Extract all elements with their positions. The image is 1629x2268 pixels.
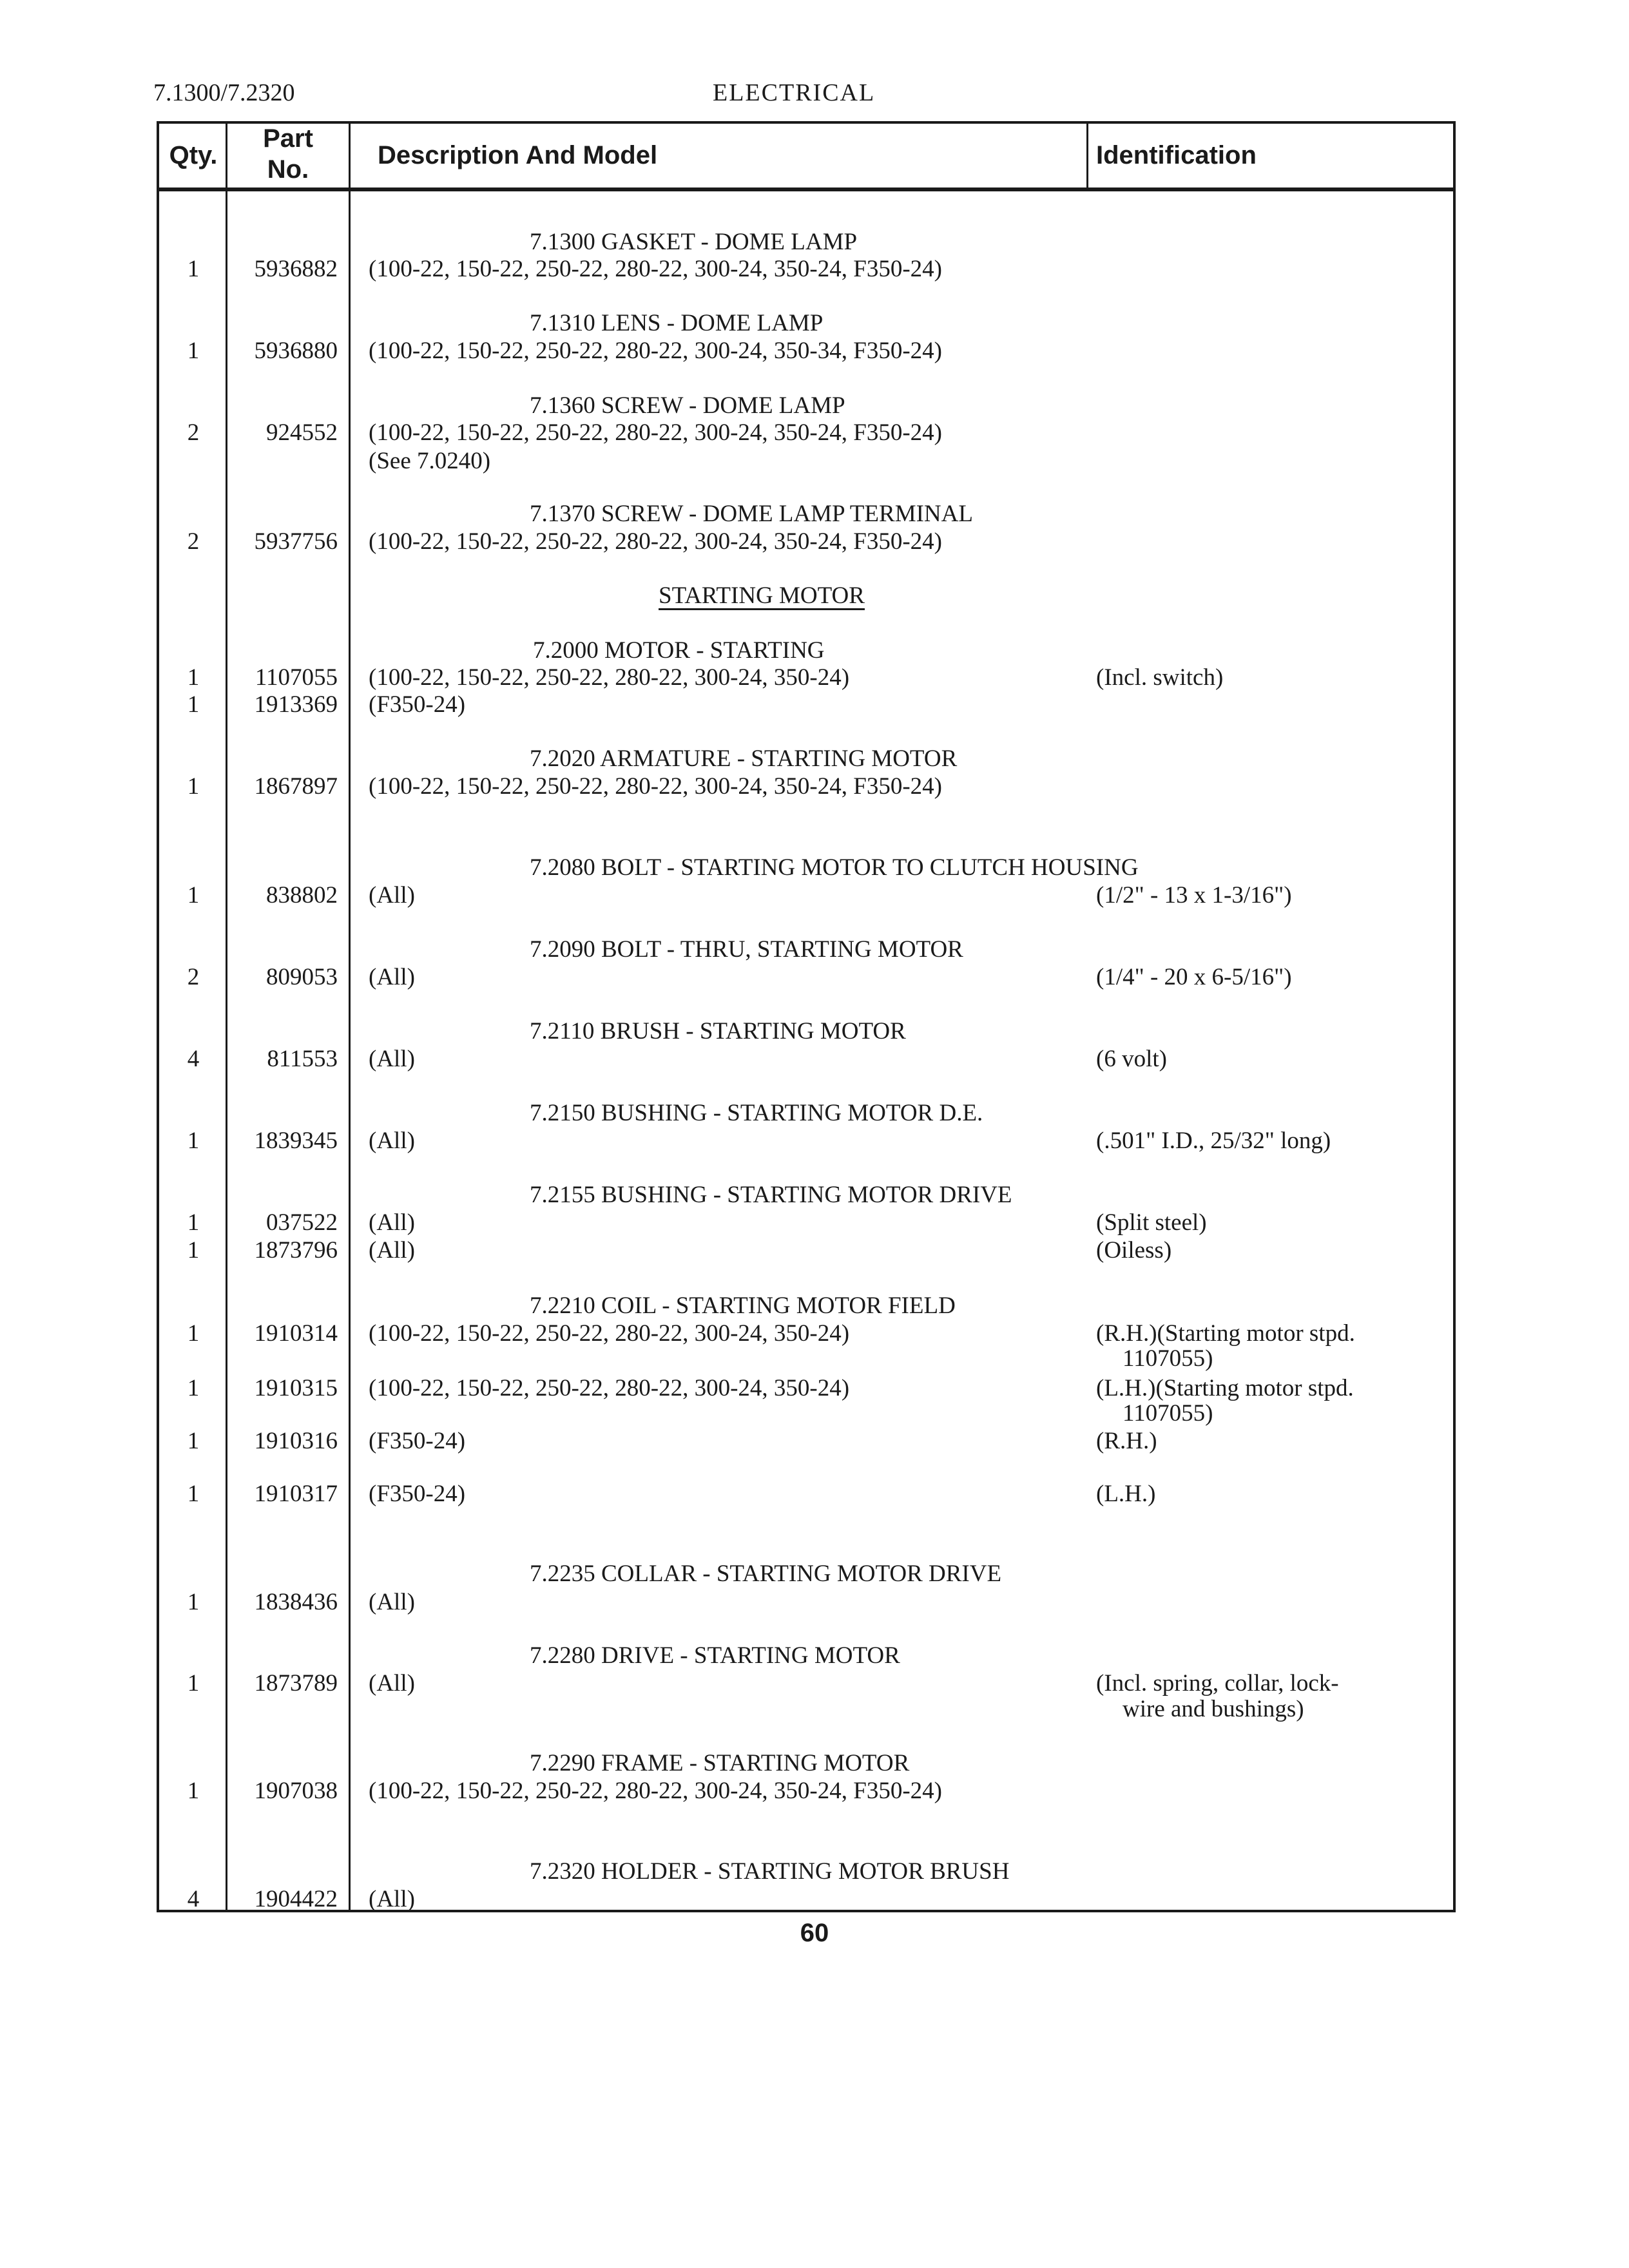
model-list: (100-22, 150-22, 250-22, 280-22, 300-24, 350-24, F350-24) — [369, 773, 942, 800]
qty-cell: 2 — [187, 964, 200, 990]
model-list: (100-22, 150-22, 250-22, 280-22, 300-24, 350-24, F350-24) — [369, 256, 942, 282]
col-header-identification: Identification — [1096, 141, 1257, 169]
model-list: (All) — [369, 1670, 415, 1696]
section-title: ELECTRICAL — [713, 79, 876, 106]
identification: (L.H.) — [1096, 1481, 1156, 1507]
qty-cell: 1 — [187, 256, 200, 282]
entry-title: 7.2155 BUSHING - STARTING MOTOR DRIVE — [530, 1182, 1012, 1208]
qty-cell: 4 — [187, 1886, 200, 1912]
qty-cell: 1 — [187, 1209, 200, 1236]
entry-title: 7.2280 DRIVE - STARTING MOTOR — [530, 1642, 900, 1669]
model-list: (100-22, 150-22, 250-22, 280-22, 300-24, 350-24, F350-24) — [369, 528, 942, 555]
qty-cell: 2 — [187, 419, 200, 446]
part-number: 809053 — [266, 964, 338, 990]
qty-cell: 1 — [187, 1428, 200, 1454]
page-number: 60 — [800, 1919, 829, 1947]
entry-title: 7.1310 LENS - DOME LAMP — [530, 310, 824, 336]
part-number: 1910315 — [254, 1375, 338, 1401]
part-number: 1913369 — [254, 691, 338, 718]
model-list: (All) — [369, 1589, 415, 1615]
part-number: 1910317 — [254, 1481, 338, 1507]
part-number: 5937756 — [254, 528, 338, 555]
qty-cell: 1 — [187, 1320, 200, 1347]
divider-part — [349, 121, 351, 1912]
qty-cell: 1 — [187, 338, 200, 364]
qty-cell: 1 — [187, 691, 200, 718]
part-number: 838802 — [266, 882, 338, 908]
identification: (Incl. switch) — [1096, 664, 1224, 691]
model-list: (100-22, 150-22, 250-22, 280-22, 300-24, 350-24, F350-24) — [369, 419, 942, 446]
divider-desc — [1086, 121, 1088, 191]
entry-title: 7.2235 COLLAR - STARTING MOTOR DRIVE — [530, 1561, 1002, 1587]
entry-title: 7.2290 FRAME - STARTING MOTOR — [530, 1750, 910, 1776]
identification: (6 volt) — [1096, 1046, 1167, 1072]
part-number: 5936880 — [254, 338, 338, 364]
identification-continued: 1107055) — [1123, 1400, 1213, 1427]
header-rule — [157, 187, 1456, 191]
model-list: (All) — [369, 1237, 415, 1264]
model-list: (100-22, 150-22, 250-22, 280-22, 300-24, 350-34, F350-24) — [369, 338, 942, 364]
part-number: 1910316 — [254, 1428, 338, 1454]
col-header-description: Description And Model — [378, 141, 658, 169]
model-list: (F350-24) — [369, 691, 466, 718]
section-code: 7.1300/7.2320 — [153, 79, 295, 106]
qty-cell: 1 — [187, 1589, 200, 1615]
identification-continued: 1107055) — [1123, 1345, 1213, 1372]
qty-cell: 2 — [187, 528, 200, 555]
part-number: 5936882 — [254, 256, 338, 282]
qty-cell: 1 — [187, 882, 200, 908]
part-number: 1839345 — [254, 1128, 338, 1154]
part-number: 924552 — [266, 419, 338, 446]
part-number: 1873789 — [254, 1670, 338, 1696]
model-list: (100-22, 150-22, 250-22, 280-22, 300-24, 350-24) — [369, 664, 850, 691]
model-note: (See 7.0240) — [369, 448, 491, 474]
identification: (Split steel) — [1096, 1209, 1207, 1236]
entry-title: 7.2090 BOLT - THRU, STARTING MOTOR — [530, 936, 963, 963]
model-list: (All) — [369, 1886, 415, 1912]
qty-cell: 1 — [187, 1128, 200, 1154]
col-header-part: Part — [263, 124, 313, 153]
model-list: (All) — [369, 882, 415, 908]
entry-title: 7.1370 SCREW - DOME LAMP TERMINAL — [530, 501, 973, 527]
entry-title: 7.2320 HOLDER - STARTING MOTOR BRUSH — [530, 1858, 1010, 1885]
model-list: (All) — [369, 1128, 415, 1154]
part-number: 811553 — [267, 1046, 338, 1072]
entry-title: 7.2080 BOLT - STARTING MOTOR TO CLUTCH HOUSING — [530, 854, 1139, 881]
entry-title: 7.2210 COIL - STARTING MOTOR FIELD — [530, 1293, 956, 1319]
identification: (Incl. spring, collar, lock- — [1096, 1670, 1339, 1696]
model-list: (F350-24) — [369, 1481, 466, 1507]
entry-title: 7.1360 SCREW - DOME LAMP — [530, 392, 845, 419]
entry-title: 7.2110 BRUSH - STARTING MOTOR — [530, 1018, 906, 1044]
col-header-qty: Qty. — [169, 141, 218, 169]
qty-cell: 1 — [187, 1481, 200, 1507]
part-number: 1107055 — [255, 664, 338, 691]
identification: (1/2" - 13 x 1-3/16") — [1096, 882, 1292, 908]
entry-title: 7.2150 BUSHING - STARTING MOTOR D.E. — [530, 1100, 983, 1126]
part-number: 1873796 — [254, 1237, 338, 1264]
qty-cell: 1 — [187, 1237, 200, 1264]
qty-cell: 1 — [187, 1375, 200, 1401]
model-list: (All) — [369, 964, 415, 990]
entry-title: 7.2020 ARMATURE - STARTING MOTOR — [530, 745, 958, 772]
identification: (L.H.)(Starting motor stpd. — [1096, 1375, 1354, 1401]
part-number: 1907038 — [254, 1778, 338, 1804]
identification: (R.H.)(Starting motor stpd. — [1096, 1320, 1355, 1347]
model-list: (F350-24) — [369, 1428, 466, 1454]
entry-title: 7.1300 GASKET - DOME LAMP — [530, 229, 858, 255]
model-list: (All) — [369, 1209, 415, 1236]
model-list: (100-22, 150-22, 250-22, 280-22, 300-24, 350-24) — [369, 1320, 850, 1347]
qty-cell: 1 — [187, 773, 200, 800]
identification: (.501" I.D., 25/32" long) — [1096, 1128, 1331, 1154]
divider-qty — [226, 121, 227, 1912]
model-list: (All) — [369, 1046, 415, 1072]
identification-continued: wire and bushings) — [1123, 1696, 1304, 1722]
identification: (1/4" - 20 x 6-5/16") — [1096, 964, 1292, 990]
part-number: 037522 — [266, 1209, 338, 1236]
qty-cell: 1 — [187, 664, 200, 691]
part-number: 1904422 — [254, 1886, 338, 1912]
qty-cell: 1 — [187, 1670, 200, 1696]
qty-cell: 1 — [187, 1778, 200, 1804]
qty-cell: 4 — [187, 1046, 200, 1072]
identification: (Oiless) — [1096, 1237, 1172, 1264]
part-number: 1867897 — [254, 773, 338, 800]
section-heading: STARTING MOTOR — [659, 582, 865, 609]
part-number: 1910314 — [254, 1320, 338, 1347]
identification: (R.H.) — [1096, 1428, 1157, 1454]
entry-title: 7.2000 MOTOR - STARTING — [533, 637, 825, 664]
col-header-no: No. — [267, 155, 309, 184]
part-number: 1838436 — [254, 1589, 338, 1615]
model-list: (100-22, 150-22, 250-22, 280-22, 300-24, 350-24, F350-24) — [369, 1778, 942, 1804]
model-list: (100-22, 150-22, 250-22, 280-22, 300-24, 350-24) — [369, 1375, 850, 1401]
